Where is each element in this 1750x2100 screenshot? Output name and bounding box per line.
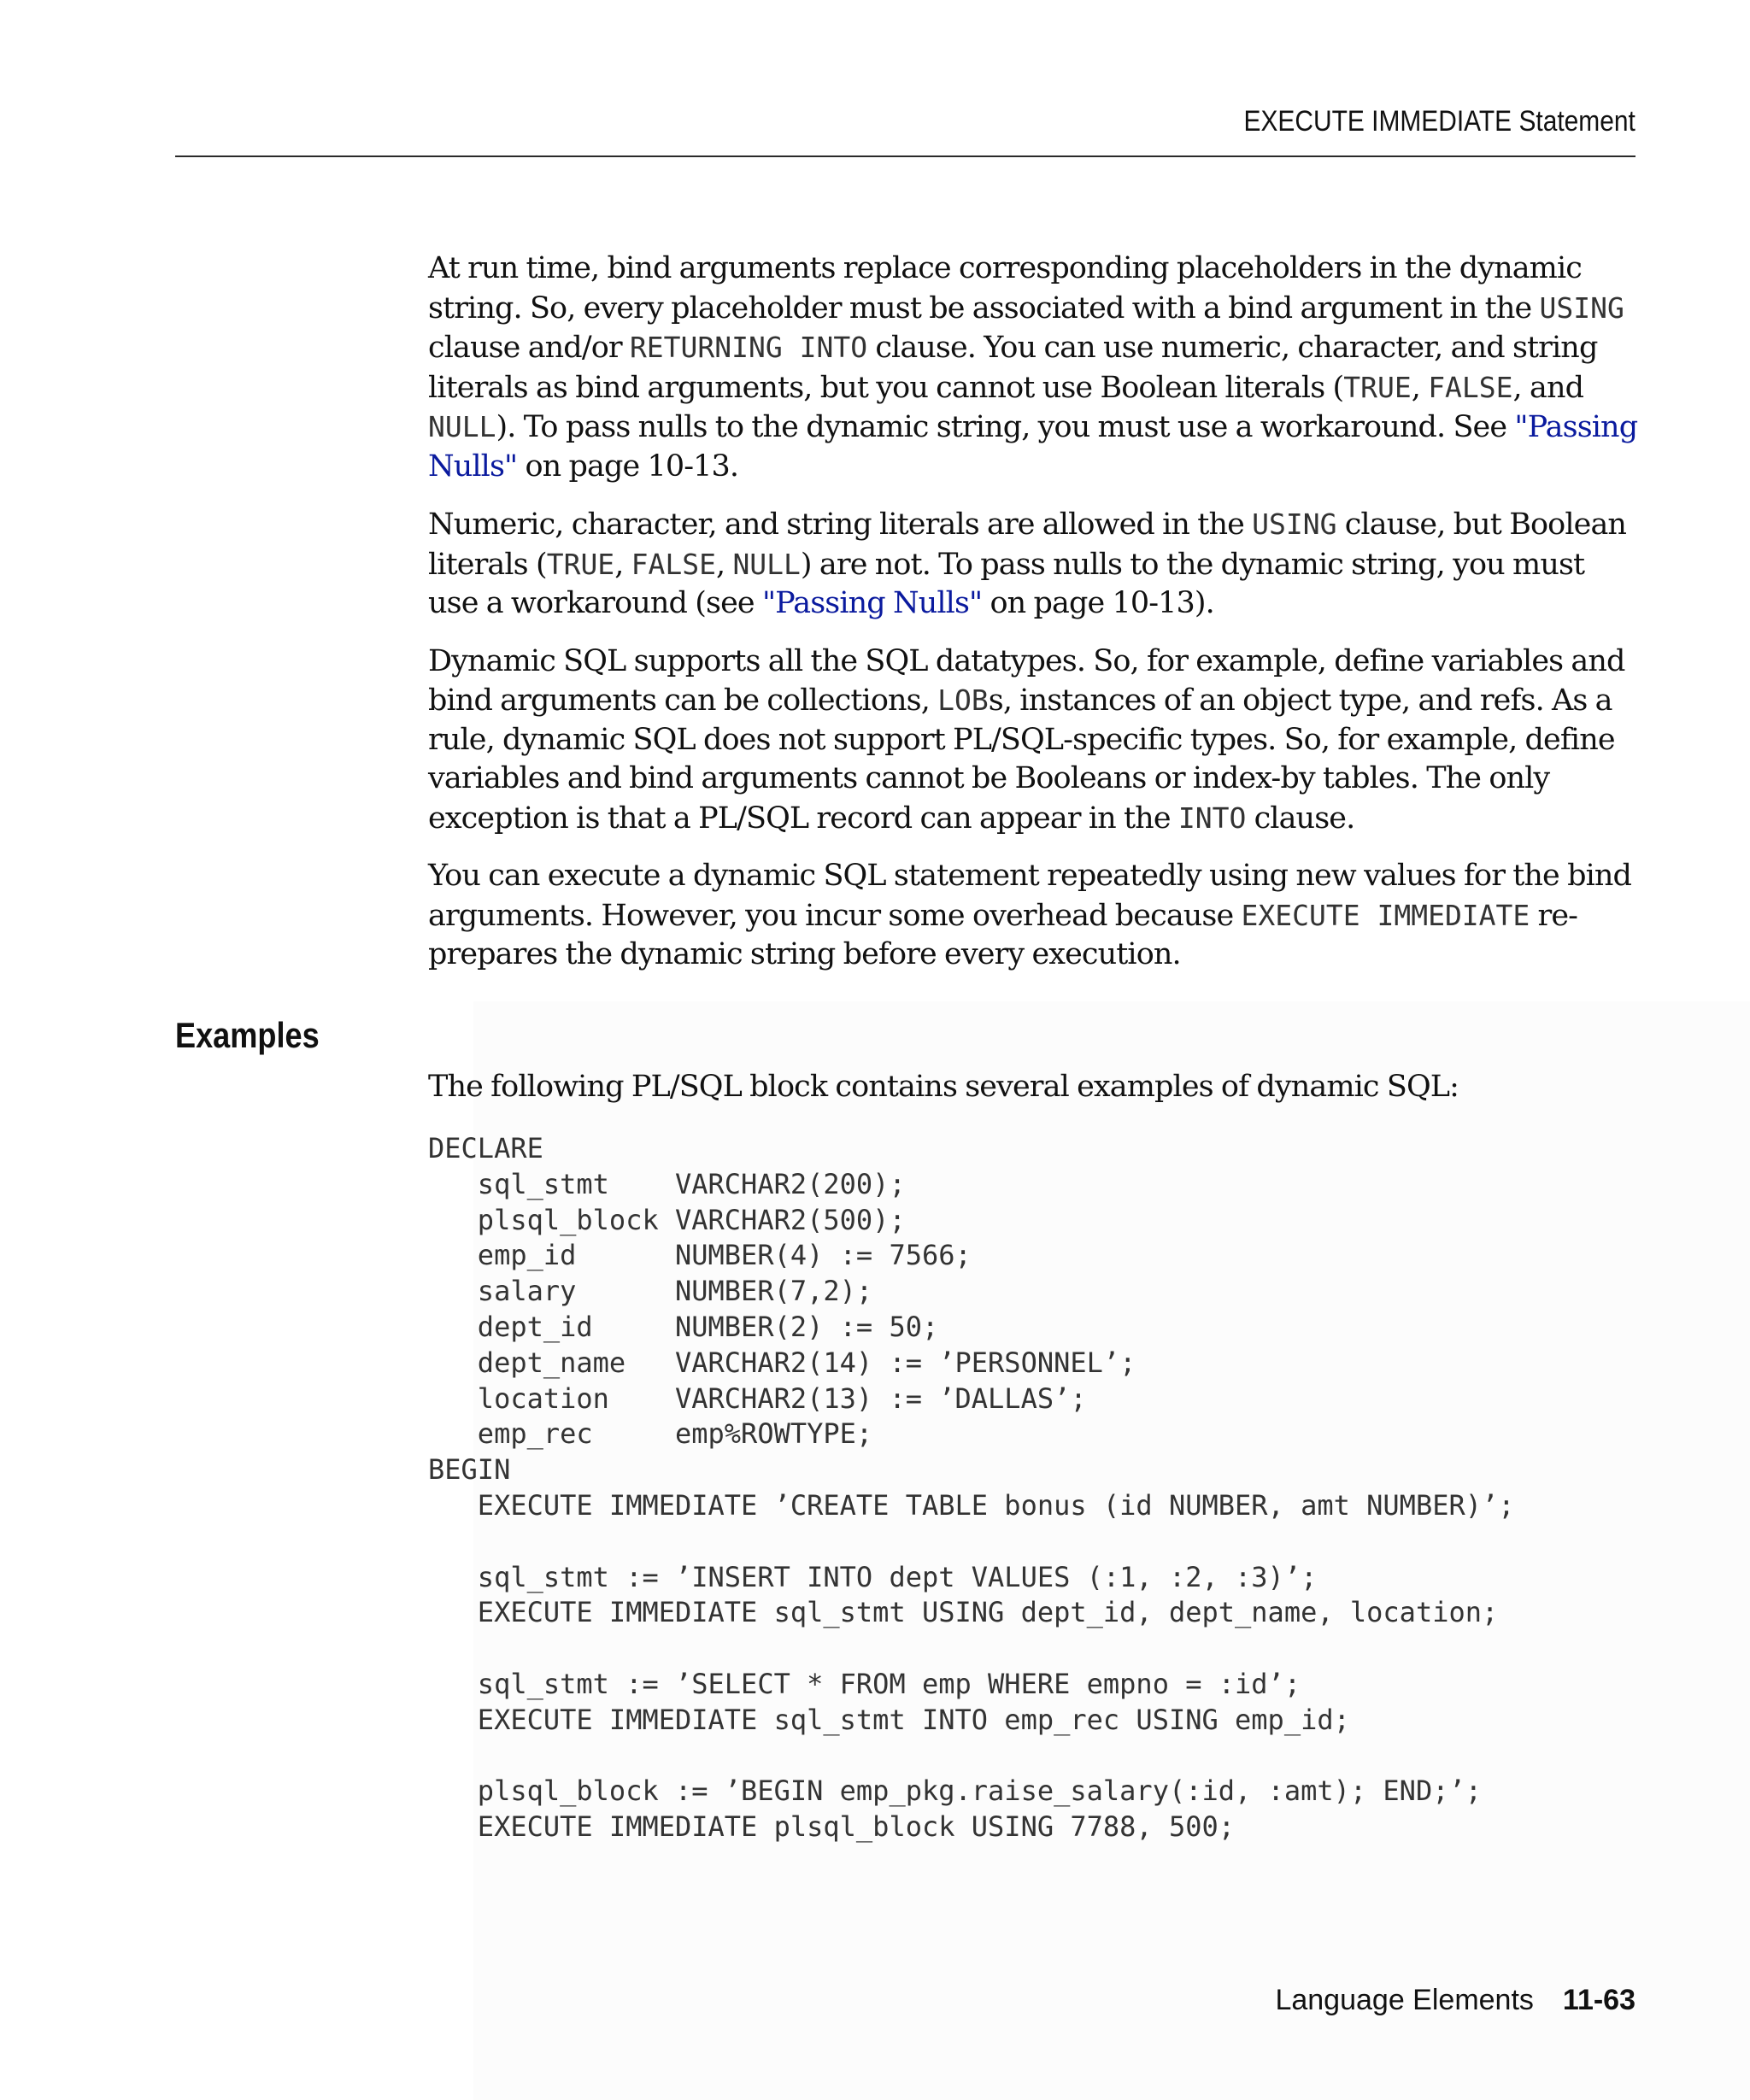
text-run: on page 10-13). <box>982 586 1214 620</box>
running-footer <box>1275 1984 1635 2017</box>
code-term: RETURNING INTO <box>629 331 868 364</box>
text-run: clause. You can use numeric, character, and string literals as bind arguments, but you cannot use Boolean literals ( <box>428 331 1598 405</box>
page-number: 11-63 <box>1562 1984 1635 2016</box>
passing-nulls-link[interactable]: "Passing Nulls" <box>428 410 1638 484</box>
text-run: clause, but Boolean literals ( <box>428 507 1627 582</box>
body-text <box>428 249 1641 994</box>
code-term: FALSE <box>631 547 716 581</box>
running-header: EXECUTE IMMEDIATE Statement <box>1243 105 1635 138</box>
examples-intro: The following PL/SQL block contains several examples of dynamic SQL: <box>428 1070 1459 1104</box>
text-run: You can execute a dynamic SQL statement repeatedly using new values for the bind arguments. However, you incur some overhead because <box>428 859 1632 933</box>
text-run: Dynamic SQL supports all the SQL datatypes. So, for example, define variables and bind arguments can be collections, <box>428 643 1625 718</box>
text-run: Numeric, character, and string literals are allowed in the <box>428 507 1253 542</box>
text-run: re-prepares the dynamic string before every execution. <box>428 898 1578 971</box>
code-example: DECLARE sql_stmt VARCHAR2(200); plsql_block VARCHAR2(500); emp_id NUMBER(4) := 7566; salary NUMBER(7,2); dept_id NUMBER(2) := 50; dept_name VARCHAR2(14) := ’PERSONNEL’; location VARCHAR2(13) := ’DALLAS’; emp_rec emp%ROWTYPE; BEGIN EXECUTE IMMEDIATE ’CREATE TABLE bonus (id NUMBER, amt NUMBER)’; sql_stmt := ’INSERT INTO dept VALUES (:1, :2, :3)’; EXECUTE IMMEDIATE sql_stmt USING dept_id, dept_name, location; sql_stmt := ’SELECT * FROM emp WHERE empno = :id’; EXECUTE IMMEDIATE sql_stmt INTO emp_rec USING emp_id; plsql_block := ’BEGIN emp_pkg.raise_salary(:id, :amt); END;’; EXECUTE IMMEDIATE plsql_block USING 7788, 500; <box>428 1132 1515 1844</box>
text-run: ). To pass nulls to the dynamic string, you must use a workaround. See <box>496 410 1515 444</box>
code-term: TRUE <box>1343 370 1412 404</box>
header-rule <box>175 155 1635 157</box>
paragraph-datatypes <box>428 642 1641 839</box>
passing-nulls-link[interactable]: "Passing Nulls" <box>761 586 983 620</box>
code-term: TRUE <box>546 547 615 581</box>
text-run: , <box>715 547 733 582</box>
examples-heading: Examples <box>175 1015 320 1055</box>
code-term: NULL <box>732 547 801 581</box>
code-term: LOB <box>937 683 989 717</box>
code-term: NULL <box>428 410 496 443</box>
code-term: FALSE <box>1428 370 1513 404</box>
text-run: ) are not. To pass nulls to the dynamic string, you must use a workaround (see <box>428 547 1585 620</box>
code-term: EXECUTE IMMEDIATE <box>1241 898 1530 932</box>
paragraph-bind-arguments <box>428 249 1641 486</box>
paragraph-literals <box>428 505 1641 624</box>
text-run: s, instances of an object type, and refs. As a rule, dynamic SQL does not support PL/SQL-specific types. So, for example, define variables and bind arguments cannot be Booleans or index-by tables. The only exception is that a PL/SQL record can appear in the <box>428 683 1615 836</box>
paragraph-overhead <box>428 857 1641 975</box>
text-run: clause. <box>1246 801 1355 836</box>
code-term: USING <box>1539 290 1624 325</box>
text-run: , and <box>1512 370 1584 405</box>
text-run: on page 10-13. <box>517 449 739 484</box>
text-run: , <box>1411 370 1429 405</box>
text-run: , <box>614 547 631 582</box>
code-term: INTO <box>1177 801 1247 835</box>
text-run: At run time, bind arguments replace corresponding placeholders in the dynamic string. So, every placeholder must be associated with a bind argument in the <box>428 251 1582 326</box>
footer-section-title: Language Elements <box>1275 1984 1534 2016</box>
code-term: USING <box>1252 507 1337 541</box>
text-run: clause and/or <box>428 331 630 365</box>
